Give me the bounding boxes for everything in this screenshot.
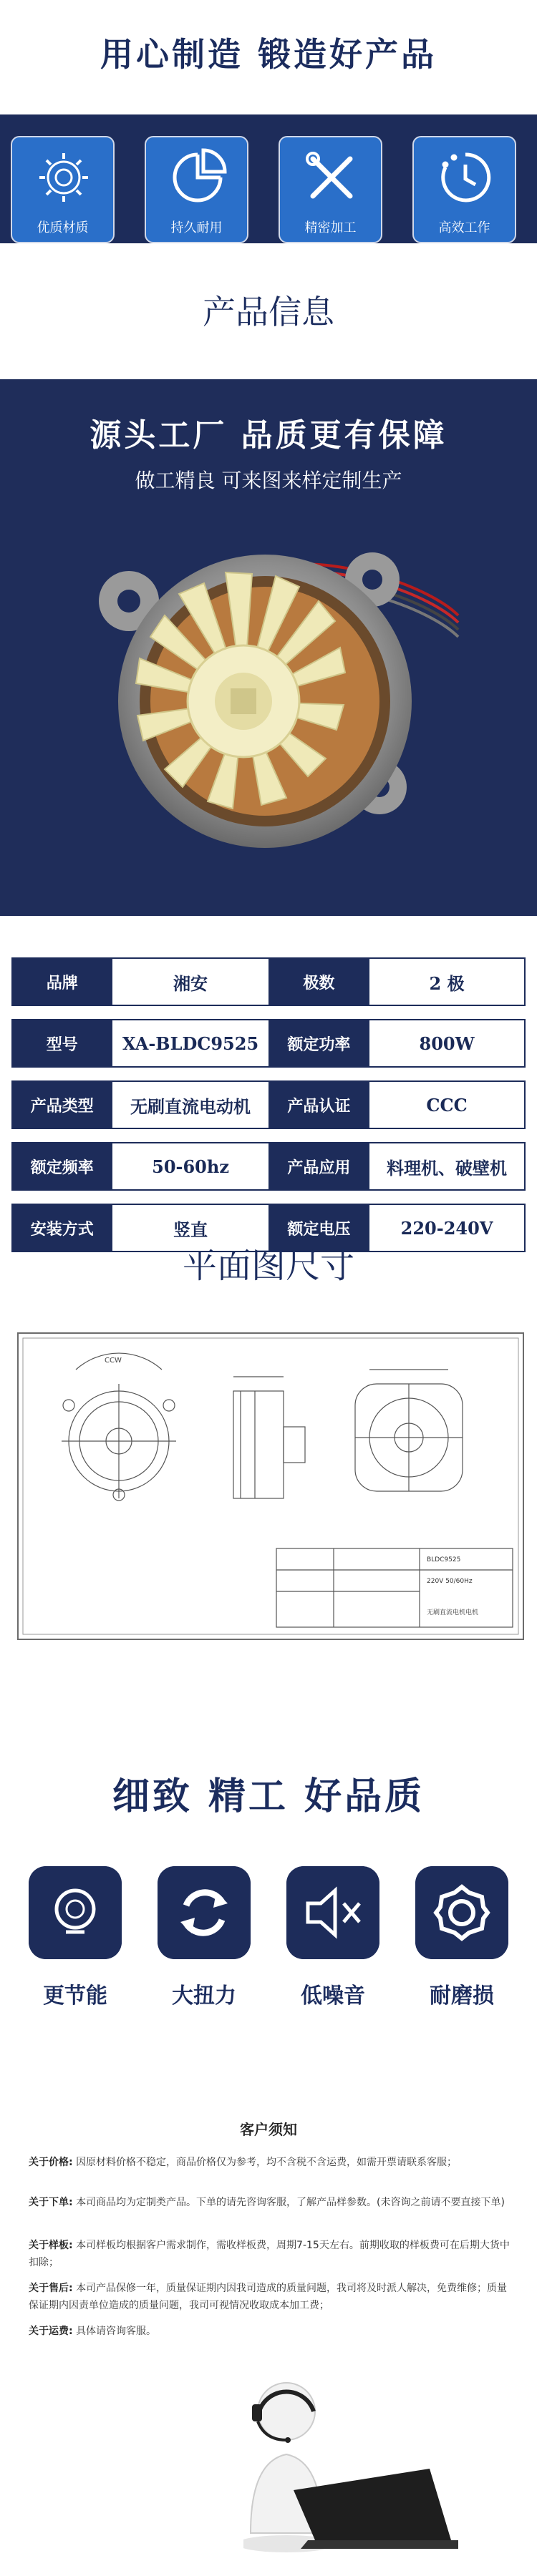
feature-card-quality-material xyxy=(11,136,115,243)
quality-feature-energy xyxy=(29,1866,122,2009)
motor-photo xyxy=(72,515,473,887)
bulb-icon xyxy=(29,1866,122,1959)
spec-value: XA-BLDC9525 xyxy=(112,1020,268,1067)
hero-subline: 做工精良 可来图来样定制生产 xyxy=(135,469,402,492)
quality-feature-wear xyxy=(415,1866,508,2009)
spec-key: 安装方式 xyxy=(12,1204,112,1252)
spec-key: 产品类型 xyxy=(12,1081,112,1128)
notice-item xyxy=(29,2323,516,2340)
spec-key: 极数 xyxy=(269,958,369,1005)
spec-value: 竖直 xyxy=(112,1204,268,1252)
drawing-spec-label: 220V 50/60Hz xyxy=(427,1578,473,1585)
refresh-icon xyxy=(158,1866,251,1959)
spec-table xyxy=(11,957,526,1252)
gear-icon xyxy=(12,147,116,212)
technical-drawing xyxy=(17,1332,524,1640)
drawing-model-label: BLDC9525 xyxy=(427,1556,461,1563)
spec-key: 额定频率 xyxy=(12,1143,112,1190)
drawing-svg xyxy=(19,1334,523,1639)
spec-key: 产品应用 xyxy=(269,1143,369,1190)
feature-card-durable xyxy=(145,136,248,243)
table-row xyxy=(12,958,525,1005)
section-title-quality: 细致 精工 好品质 xyxy=(112,1775,425,1818)
quality-feature-torque xyxy=(158,1866,251,2009)
mute-icon xyxy=(286,1866,379,1959)
section-title-dimensions: 平面图尺寸 xyxy=(182,1246,354,1286)
spec-value: 50-60hz xyxy=(112,1143,268,1190)
gear-outline-icon xyxy=(415,1866,508,1959)
spec-value: 料理机、破壁机 xyxy=(369,1143,525,1190)
hero-headline: 源头工厂 品质更有保障 xyxy=(90,417,448,454)
feature-card-efficient xyxy=(412,136,516,243)
feature-card-precision xyxy=(279,136,382,243)
spec-key: 品牌 xyxy=(12,958,112,1005)
notice-item xyxy=(29,2280,516,2314)
spec-value: 800W xyxy=(369,1020,525,1067)
hero-banner xyxy=(0,379,537,916)
feature-label: 高效工作 xyxy=(438,220,490,235)
spec-value: 220-240V xyxy=(369,1204,525,1252)
spec-value: 2 极 xyxy=(369,958,525,1005)
spec-value: 湘安 xyxy=(112,958,268,1005)
notice-text: 本司商品均为定制类产品。下单的请先咨询客服，了解产品样参数。(未咨询之前请不要直接下单) xyxy=(76,2197,505,2208)
table-row xyxy=(12,1081,525,1128)
quality-label: 低噪音 xyxy=(301,1984,365,2009)
quality-label: 更节能 xyxy=(43,1984,107,2009)
drawing-ccw-label: CCW xyxy=(105,1357,122,1365)
feature-band xyxy=(0,114,537,243)
notice-item xyxy=(29,2237,516,2271)
drawing-name-label: 无刷直流电机电机 xyxy=(427,1609,479,1616)
spec-key: 产品认证 xyxy=(269,1081,369,1128)
spec-key: 额定功率 xyxy=(269,1020,369,1067)
feature-label: 精密加工 xyxy=(304,220,357,235)
spec-value: 无刷直流电动机 xyxy=(112,1081,268,1128)
pie-chart-icon xyxy=(146,147,250,212)
spec-key: 型号 xyxy=(12,1020,112,1067)
notice-item xyxy=(29,2154,516,2171)
tools-icon xyxy=(280,147,384,212)
notice-key: 关于下单: xyxy=(29,2197,73,2208)
notice-key: 关于样板: xyxy=(29,2240,73,2251)
spec-key: 额定电压 xyxy=(269,1204,369,1252)
notice-item xyxy=(29,2194,516,2211)
spec-grid xyxy=(11,957,526,1252)
clock-icon xyxy=(414,147,518,212)
section-title-product-info: 产品信息 xyxy=(203,293,334,331)
quality-label: 耐磨损 xyxy=(430,1984,494,2009)
spec-value: CCC xyxy=(369,1081,525,1128)
table-row xyxy=(12,1143,525,1190)
section-title-notice: 客户须知 xyxy=(240,2121,297,2138)
feature-label: 优质材质 xyxy=(37,220,89,235)
quality-label: 大扭力 xyxy=(172,1984,236,2009)
notice-text: 本司产品保修一年，质量保证期内因我司造成的质量问题，我司将及时派人解决，免费维修；质量保证期内因责单位造成的质量问题，我司可视情况收取成本加工费； xyxy=(29,2283,508,2311)
notice-key: 关于价格: xyxy=(29,2157,73,2168)
notice-text: 具体请咨询客服。 xyxy=(76,2326,157,2337)
notice-text: 因原材料价格不稳定，商品价格仅为参考，均不含税不含运费，如需开票请联系客服； xyxy=(76,2157,458,2168)
feature-label: 持久耐用 xyxy=(170,220,223,235)
page-slogan: 用心制造 锻造好产品 xyxy=(100,35,437,74)
quality-feature-silent xyxy=(286,1866,379,2009)
customer-service-figure xyxy=(243,2361,473,2562)
notice-text: 本司样板均根据客户需求制作，需收样板费，周期7-15天左右。前期收取的样板费可在后期大货中扣除； xyxy=(29,2240,510,2268)
table-row xyxy=(12,1020,525,1067)
notice-key: 关于运费: xyxy=(29,2326,73,2337)
notice-key: 关于售后: xyxy=(29,2283,73,2294)
